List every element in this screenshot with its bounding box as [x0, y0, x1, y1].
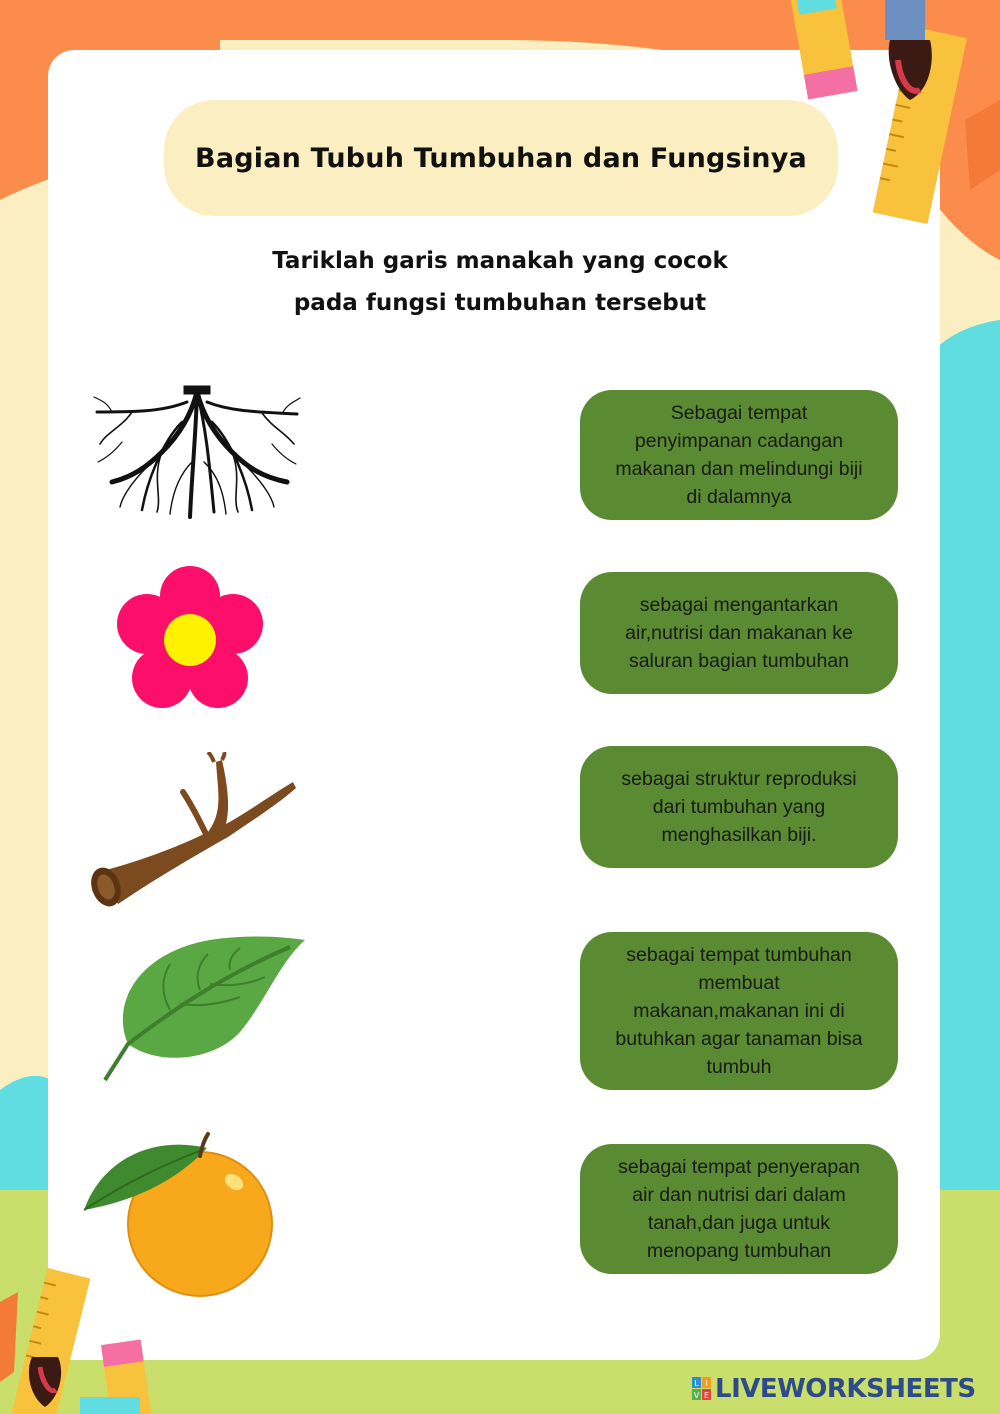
stationery-decoration-bottom: [0, 1262, 170, 1414]
stem-branch-icon[interactable]: [88, 752, 300, 912]
liveworksheets-logo: [692, 1374, 976, 1404]
function-box-2[interactable]: [580, 572, 898, 694]
function-text-1: Sebagai tempat penyimpanan cadangan makanan dan melindungi biji di dalamnya: [615, 402, 863, 508]
logo-letter-i: I: [705, 1379, 708, 1388]
instruction-line-1: Tariklah garis manakah yang cocok: [272, 248, 728, 274]
leaf-icon[interactable]: [100, 932, 308, 1082]
function-box-1[interactable]: [580, 390, 898, 520]
logo-letter-v: V: [693, 1391, 700, 1400]
title-banner: [164, 100, 838, 216]
function-text-5: sebagai tempat penyerapan air dan nutrisi dari dalam tanah,dan juga untuk menopang tumbuhan: [618, 1156, 860, 1262]
stationery-decoration-top: [770, 0, 1000, 230]
function-text-3: sebagai struktur reproduksi dari tumbuhan yang menghasilkan biji.: [621, 768, 857, 846]
function-text-2: sebagai mengantarkan air,nutrisi dan makanan ke saluran bagian tumbuhan: [625, 594, 853, 672]
instruction-text: [200, 240, 800, 324]
logo-letter-l: L: [694, 1379, 699, 1388]
flower-icon[interactable]: [112, 564, 268, 720]
function-box-5[interactable]: [580, 1144, 898, 1274]
instruction-line-2: pada fungsi tumbuhan tersebut: [293, 290, 707, 316]
liveworksheets-brand: LIVEWORKSHEETS: [715, 1374, 976, 1404]
liveworksheets-logo-icon: [692, 1377, 712, 1401]
function-box-4[interactable]: [580, 932, 898, 1090]
roots-icon[interactable]: [92, 382, 302, 522]
worksheet-title: Bagian Tubuh Tumbuhan dan Fungsinya: [195, 142, 807, 174]
function-box-3[interactable]: [580, 746, 898, 868]
function-text-4: sebagai tempat tumbuhan membuat makanan,makanan ini di butuhkan agar tanaman bisa tumbuh: [615, 944, 863, 1078]
logo-letter-e: E: [703, 1391, 710, 1400]
